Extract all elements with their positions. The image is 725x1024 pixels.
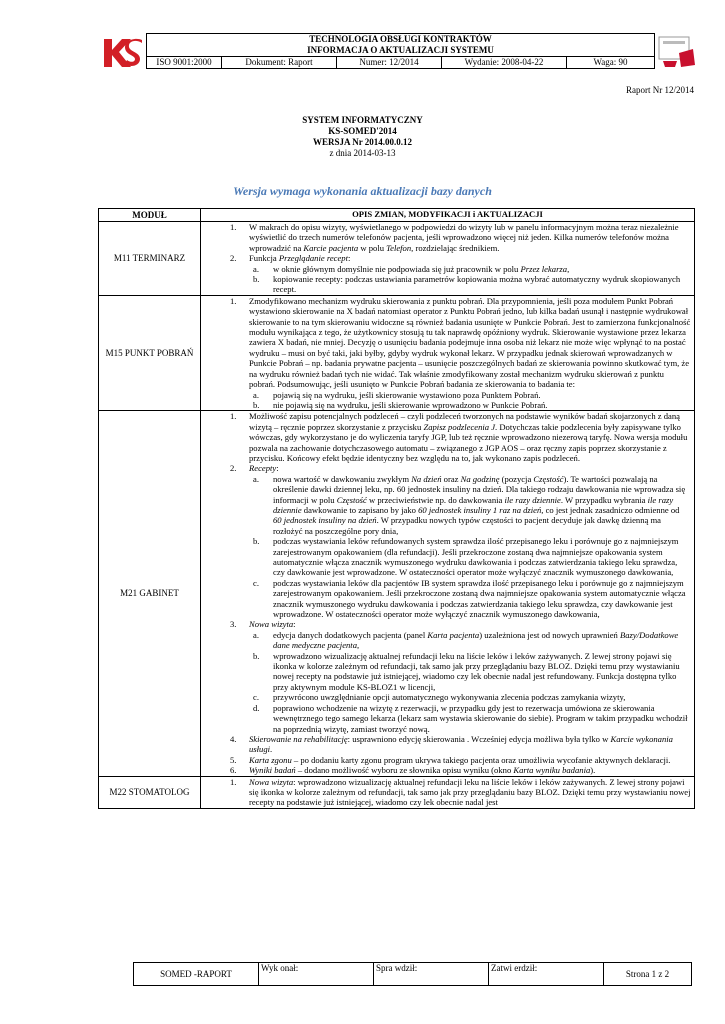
report-number: Raport Nr 12/2014	[626, 85, 694, 95]
table-row	[99, 295, 695, 410]
table-row	[99, 222, 695, 296]
table-row	[99, 411, 695, 776]
desc-m11: 1. W makrach do opisu wizyty, wyświetlanego w podpowiedzi do wizyty lub w panelu informacyjnym można teraz niezależnie wyświetlić do trzech numerów telefonów pacjenta, jeśli wprowadzono więcej niż jeden. Kilka numerów telefonów można wprowadzić na Karcie pacjenta w polu Telefon, rozdzielając średnikiem. 2. Funkcja Przeglądanie recept: a. w oknie głównym domyślnie nie podpowiada się już pracownik w polu Przez lekarza, b. kopiowanie recepty: podczas ustawiania parametrów kopiowania można wybrać automatyczny wydruk skopiowanych recept.	[201, 222, 695, 296]
header-num: Numer: 12/2014	[337, 57, 442, 69]
table-row	[99, 776, 695, 808]
module-m22: M22 STOMATOLOG	[99, 776, 201, 808]
desc-m15: 1. Zmodyfikowano mechanizm wydruku skierowania z punktu pobrań. Dla przypomnienia, jeśli poza modułem Punkt Pobrań wystawiono skierowanie na X badań natomiast operator z Punktu Pobrań jedno, lub kilka badań usunął i następnie wydrukował skierowanie to na tym skierowaniu widoczne są również badania usunięte w Punkcie Pobrań. Jest to zamierzona funkcjonalność modułu wynikająca z tego, że użytkownicy stosują tu tak naprawdę opóźniony wydruk. Skierowanie wystawione przez lekarza zawiera X badań, nie mniej. Decyzję o usunięciu badania podejmuje inna osoba niż lekarz nie może więc wpłynąć to na postać wydruku – musi on być taki, jaki byłby, gdyby wydruk wykonał lekarz. W przypadku jednak skierowań wprowadzanych w Punkcie Pobrań – np. badania prywatne pacjenta – usunięcie poszczególnych badań ze skierowania powinno skutkować tym, że na wydruku również badań tych nie widać. Tak właśnie zmodyfikowany został mechanizm wydruku skierowań z punktu pobrań. Podsumowując, jeśli usunięto w Punkcie Pobrań badania ze skierowania to badania te: a. pojawią się na wydruku, jeśli skierowanie wystawiono poza Punktem Pobrań. b. nie pojawią się na wydruku, jeśli skierowanie wprowadzono w Punkcie Pobrań.	[201, 295, 695, 410]
header-line1: TECHNOLOGIA OBSŁUGI KONTRAKTÓW	[147, 34, 655, 46]
header-line2: INFORMACJA O AKTUALIZACJI SYSTEMU	[147, 45, 655, 57]
footer-checker: Spra wdził:	[374, 963, 489, 986]
col-module-header: MODUŁ	[99, 209, 201, 222]
header-edition: Wydanie: 2008-04-22	[442, 57, 567, 69]
document-footer	[133, 962, 692, 986]
ks-logo	[100, 35, 144, 71]
module-m15: M15 PUNKT POBRAŃ	[99, 295, 201, 410]
footer-approver: Zatwi erdził:	[489, 963, 604, 986]
footer-page: Strona 1 z 2	[604, 963, 692, 986]
module-m11: M11 TERMINARZ	[99, 222, 201, 296]
certificate-badge-icon	[657, 35, 697, 69]
module-m21: M21 GABINET	[99, 411, 201, 776]
document-header	[146, 33, 655, 69]
title-line1: SYSTEM INFORMATYCZNY	[302, 115, 423, 125]
desc-m21: 1. Możliwość zapisu potencjalnych podzleceń – czyli podzleceń tworzonych na podstawie wyników badań skojarzonych z daną wizytą – ręcznie poprzez skorzystanie z przycisku Zapisz podzlecenia J. Dotychczas takie podzlecenia były zapisywane tylko wówczas, gdy wykorzystano je do wyliczenia taryfy JGP, lub też ręcznie wprowadzono niezerową taryfę. Nowa wersja modułu pozwala na zachowanie dotychczasowego automatu – związanego z JGP AOS – oraz ręczny zapis poprzez skorzystanie z przycisku. Końcowy efekt będzie identyczny bez względu na to, jak wykonano zapis podzleceń. 2. Recepty: a. nowa wartość w dawkowaniu zwykłym Na dzień oraz Na godzinę (pozycja Częstość). Te wartości pozwalają na określenie dawki dziennej leku, np. 60 jednostek insuliny na dzień. Dla takiego rodzaju dawkowania nie wprowadza się informacji w polu Częstość w przeciwieństwie np. do dawkowania ile razy dziennie. W przypadku wybrania ile razy dziennie dawkowanie to zapisano by jako 60 jednostek insuliny 1 raz na dzień, co jest jednak zasadniczo odmienne od 60 jednostek insuliny na dzień. W przypadku nowych typów częstości to pacjent decyduje jak dawkę dzienną ma rozłożyć na poszczególne pory dnia, b. podczas wystawiania leków refundowanych system sprawdza ilość przepisanego leku i porównuje go z najmniejszym zarejestrowanym opakowaniem (dla refundacji). Jeśli przekroczone zostaną dwa najmniejsze opakowania system automatycznie włącza znacznik wymuszonego wydruku dawkowania i podczas zatwierdzania takiego leku sprawdza, czy dawkowanie jest wprowadzone. W ostateczności operator może wyłączyć znacznik wymuszonego dawkowania, c. podczas wystawiania leków dla pacjentów IB system sprawdza ilość przepisanego leku i porównuje go z najmniejszym zarejestrowanym opakowaniem. Jeśli przekroczone zostaną dwa najmniejsze opakowania system automatycznie włącza znacznik wymuszonego wydruku dawkowania i podczas zatwierdzania takiego leku sprawdza, czy dawkowanie jest wprowadzone. W ostateczności operator może wyłączyć znacznik wymuszonego dawkowania, 3. Nowa wizyta: a. edycja danych dodatkowych pacjenta (panel Karta pacjenta) uzależniona jest od nowych uprawnień Bazy/Dodatkowe dane medyczne pacjenta, b. wprowadzono wizualizację aktualnej refundacji leku na liście leków i leków zażywanych. Z lewej strony pojawi się ikonka w kolorze zależnym od refundacji, tak samo jak przy przeglądaniu bazy BLOZ. Dzięki temu przy wystawianiu nowej recepty na podstawie już istniejącej, wiadomo czy lek obecnie nadal jest refundowany. Funkcja dostępna tylko przy aktywnym module KS-BLOZ1 w licencji, c. przywrócono uwzględnianie opcji automatycznego wykonywania zlecenia podczas zamykania wizyty, d. poprawiono wchodzenie na wizytę z rezerwacji, w przypadku gdy jest to rezerwacja umówiona ze skierowania wewnętrznego tego samego lekarza (lekarz sam wystawia skierowanie do siebie). Program w takim przypadku wchodził na poprzednią wizytę, zamiast tworzyć nową. 4. Skierowanie na rehabilitację: usprawniono edycję skierowania . Wcześniej edycja możliwa była tylko w Karcie wykonania usługi. 5. Karta zgonu – po dodaniu karty zgonu program ukrywa takiego pacjenta oraz umożliwia wycofanie aktywnych deklaracji. 6. Wyniki badań – dodano możliwość wyboru ze słownika opisu wyniku (okno Karta wyniku badania).	[201, 411, 695, 776]
desc-m22: 1. Nowa wizyta: wprowadzono wizualizację aktualnej refundacji leku na liście leków i leków zażywanych. Z lewej strony pojawi się ikonka w kolorze zależnym od refundacji, tak samo jak przy przeglądaniu bazy BLOZ. Dzięki temu przy wystawianiu nowej recepty na podstawie już istniejącej, wiadomo czy lek obecnie nadal jest	[201, 776, 695, 808]
title-line3: WERSJA Nr 2014.00.0.12	[312, 137, 413, 147]
header-iso: ISO 9001:2000	[147, 57, 222, 69]
update-warning: Wersja wymaga wykonania aktualizacji bazy danych	[233, 184, 492, 198]
col-desc-header: OPIS ZMIAN, MODYFIKACJI i AKTUALIZACJI	[201, 209, 695, 222]
header-doc: Dokument: Raport	[222, 57, 337, 69]
document-title	[0, 115, 725, 159]
title-line2: KS-SOMED'2014	[328, 126, 397, 136]
title-date: z dnia 2014-03-13	[329, 148, 396, 158]
changes-table	[98, 208, 695, 809]
header-weight: Waga: 90	[567, 57, 655, 69]
footer-author: Wyk onał:	[259, 963, 374, 986]
footer-doc: SOMED -RAPORT	[134, 963, 259, 986]
